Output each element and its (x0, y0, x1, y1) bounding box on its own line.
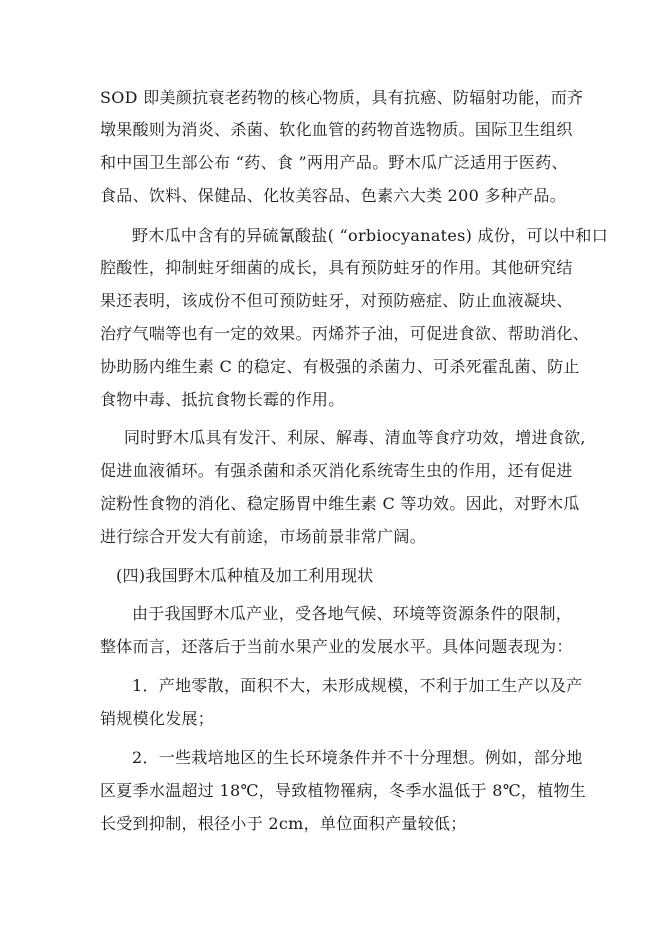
text-line: 食物中毒、抵抗食物长霉的作用。 (100, 390, 345, 409)
text-line: 由于我国野木瓜产业，受各地气候、环境等资源条件的限制， (132, 604, 573, 623)
list-item-text: 长受到抑制，根径小于 2cm，单位面积产量较低； (100, 814, 467, 833)
text-line: 淀粉性食物的消化、稳定肠胃中维生素 C 等功效。因此，对野木瓜 (100, 494, 580, 513)
list-item-text: 2．一些栽培地区的生长环境条件并不十分理想。例如，部分地 (132, 748, 583, 767)
text-line: 协助肠内维生素 C 的稳定、有极强的杀菌力、可杀死霍乱菌、防止 (100, 357, 580, 376)
text-line: 进行综合开发大有前途，市场前景非常广阔。 (100, 527, 427, 546)
text-line: 和中国卫生部公布 “药、食 ”两用产品。野木瓜广泛适用于医药、 (100, 153, 568, 172)
text-line: 墩果酸则为消炎、杀菌、软化血管的药物首选物质。国际卫生组织 (100, 120, 573, 139)
list-item-text: 区夏季水温超过 18℃，导致植物罹病，冬季水温低于 8℃，植物生 (100, 781, 587, 800)
text-line: 果还表明，该成份不但可预防蛀牙，对预防癌症、防止血液凝块、 (100, 291, 573, 310)
section-heading: (四)我国野木瓜种植及加工利用现状 (116, 566, 374, 585)
text-line: 促进血液循环。有强杀菌和杀灭消化系统寄生虫的作用，还有促进 (100, 461, 573, 480)
text-line: SOD 即美颜抗衰老药物的核心物质，具有抗癌、防辐射功能，而齐 (100, 88, 584, 107)
text-line: 腔酸性，抑制蛀牙细菌的成长，具有预防蛀牙的作用。其他研究结 (100, 258, 573, 277)
text-line: 整体而言，还落后于当前水果产业的发展水平。具体问题表现为： (100, 637, 573, 656)
text-line: 食品、饮料、保健品、化妆美容品、色素六大类 200 多种产品。 (100, 186, 567, 205)
text-line: 野木瓜中含有的异硫氰酸盐( “orbiocyanates) 成份，可以中和口 (132, 226, 609, 245)
text-line: 治疗气喘等也有一定的效果。丙烯芥子油，可促进食欲、帮助消化、 (100, 324, 590, 343)
list-item-text: 销规模化发展； (100, 709, 215, 728)
text-line: 同时野木瓜具有发汗、利尿、解毒、清血等食疗功效，增进食欲, (124, 428, 586, 447)
list-item-text: 1．产地零散，面积不大，未形成规模，不利于加工生产以及产 (132, 676, 583, 695)
